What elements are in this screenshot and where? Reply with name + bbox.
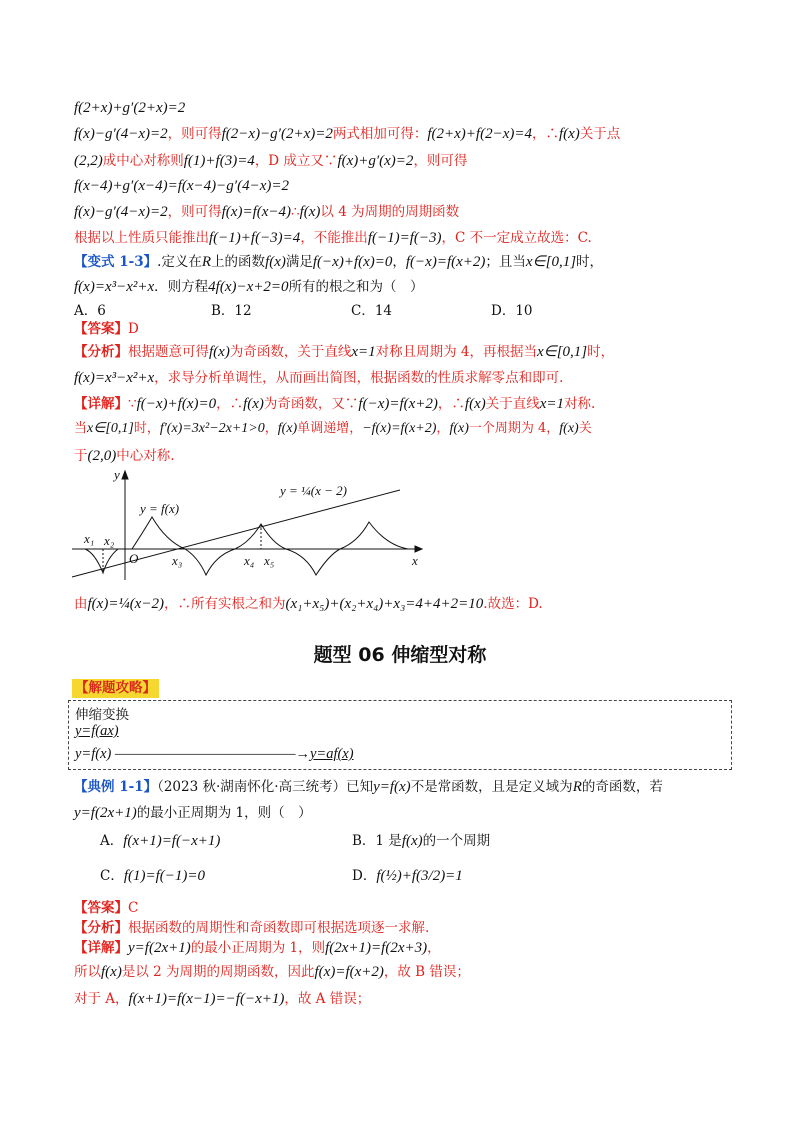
analysis-2: 【分析】根据函数的周期性和奇函数即可根据选项逐一求解. <box>74 920 430 936</box>
example-option-b: B．1 是f(x)的一个周期 <box>352 833 491 849</box>
question-1-3-line-2: f(x)=x³−x²+x．则方程4f(x)−x+2=0所有的根之和为（ ） <box>74 279 424 295</box>
example-option-a: A．f(x+1)=f(−x+1) <box>100 833 221 849</box>
line-y-quarter-x-minus-2 <box>72 490 400 577</box>
function-graph <box>70 465 430 585</box>
example-1-1-line-2: y=f(2x+1)的最小正周期为 1，则（ ） <box>74 805 312 821</box>
sum-line: 由f(x)=¼(x−2)，∴所有实根之和为(x₁+x₅)+(x₂+x₄)+x₃=4+4+2=10.故选：D. <box>74 596 543 612</box>
analysis-1-cont: f(x)=x³−x²+x，求导分析单调性，从而画出简图，根据函数的性质求解零点和即可. <box>74 370 564 386</box>
section-title: 题型 06 伸缩型对称 <box>313 644 487 666</box>
box-row-3: y=f(x) ——————————————→y=af(x) <box>75 746 354 762</box>
origin-label: O <box>129 551 139 566</box>
curve-f <box>72 517 408 575</box>
line-6: 根据以上性质只能推出f(−1)+f(−3)=4，不能推出f(−1)=f(−3)，C 不一定成立故选：C. <box>74 230 592 246</box>
detail-1-cont2: 于(2,0)中心对称. <box>74 448 175 464</box>
root-x1: x₁ <box>84 531 95 546</box>
answer-2: 【答案】C <box>74 900 139 916</box>
option-c: C．14 <box>351 303 393 319</box>
answer-1: 【答案】D <box>74 321 139 337</box>
x-arrow <box>415 546 422 552</box>
strategy-box <box>68 700 732 770</box>
example-option-c: C．f(1)=f(−1)=0 <box>100 868 206 884</box>
root-x3: x₃ <box>172 553 183 568</box>
line-2: f(x)−g′(4−x)=2，则可得f(2−x)−g′(2+x)=2两式相加可得：f(2+x)+f(2−x)=4，∴f(x)关于点 <box>74 126 621 142</box>
box-row-1: 伸缩变换 <box>75 707 129 723</box>
analysis-1: 【分析】根据题意可得f(x)为奇函数，关于直线x=1对称且周期为 4，再根据当x∈[0,1]时， <box>74 344 615 360</box>
example-1-1-line-1: 【典例 1-1】（2023 秋·湖南怀化·高三统考）已知y=f(x)不是常函数，且是定义域为R的奇函数，若 <box>74 779 663 795</box>
detail-1-cont: 当x∈[0,1]时，f′(x)=3x²−2x+1>0，f(x)单调递增，−f(x)=f(x+2)，f(x)一个周期为 4，f(x)关 <box>74 421 592 436</box>
line-3: (2,2)成中心对称则f(1)+f(3)=4，D 成立又∵f(x)+g′(x)=2，则可得 <box>74 153 468 169</box>
line-5: f(x)−g′(4−x)=2，则可得f(x)=f(x−4)∴f(x)以 4 为周期的周期函数 <box>74 204 460 220</box>
line-label: y = ¼(x − 2) <box>280 483 347 498</box>
option-a: A．6 <box>74 303 106 319</box>
line-1: f(2+x)+g′(2+x)=2 <box>74 100 186 116</box>
line-4: f(x−4)+g′(x−4)=f(x−4)−g′(4−x)=2 <box>74 178 289 194</box>
example-option-d: D．f(½)+f(3/2)=1 <box>352 868 463 884</box>
question-1-3-line-1: 【变式 1-3】.定义在R上的函数f(x)满足f(−x)+f(x)=0，f(−x)=f(x+2)；且当x∈[0,1]时， <box>74 254 604 270</box>
root-x5: x₅ <box>264 553 275 568</box>
y-axis-label: y <box>114 467 120 482</box>
box-row-2: y=f(ax) <box>75 723 119 739</box>
detail-1: 【详解】∵f(−x)+f(x)=0，∴f(x)为奇函数，又∵f(−x)=f(x+2)，∴f(x)关于直线x=1对称. <box>74 396 596 412</box>
root-x2: x₂ <box>104 533 115 548</box>
curve-label: y = f(x) <box>140 501 180 516</box>
detail-2-cont: 所以f(x)是以 2 为周期的周期函数，因此f(x)=f(x+2)，故 B 错误； <box>74 964 470 980</box>
option-b: B．12 <box>211 303 252 319</box>
x-axis-label: x <box>412 553 418 568</box>
strategy-tag: 【解题攻略】 <box>72 679 159 698</box>
y-arrow <box>122 471 128 479</box>
root-x4: x₄ <box>244 553 255 568</box>
detail-2-cont2: 对于 A，f(x+1)=f(x−1)=−f(−x+1)，故 A 错误； <box>74 991 371 1007</box>
option-d: D．10 <box>491 303 533 319</box>
detail-2: 【详解】y=f(2x+1)的最小正周期为 1，则f(2x+1)=f(2x+3)， <box>74 940 441 956</box>
